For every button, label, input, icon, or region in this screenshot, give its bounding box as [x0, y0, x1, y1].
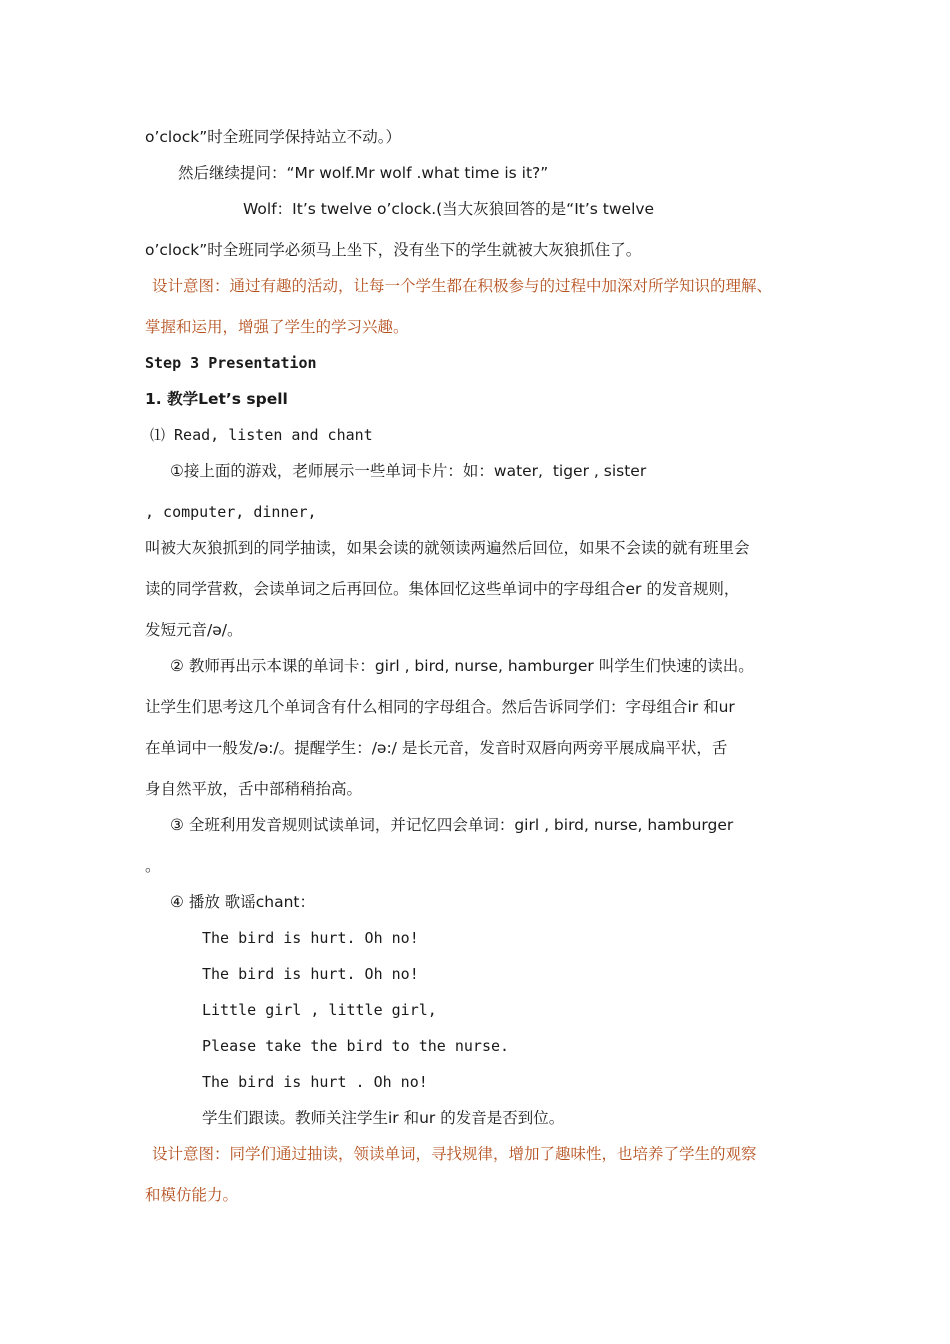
design-intent-note: 设计意图：同学们通过抽读，领读单词，寻找规律，增加了趣味性，也培养了学生的观察 — [152, 1145, 757, 1163]
text-line: 在单词中一般发/ə:/。提醒学生：/ə:/ 是长元音，发音时双唇向两旁平展成扁平状，舌 — [145, 739, 728, 757]
design-intent-note: 和模仿能力。 — [145, 1186, 239, 1204]
text-line: 发短元音/ə/。 — [145, 621, 243, 639]
design-intent-note: 设计意图：通过有趣的活动，让每一个学生都在积极参与的过程中加深对所学知识的理解、 — [152, 277, 773, 295]
text-line: , computer, dinner, — [145, 503, 317, 521]
chant-line: The bird is hurt . Oh no! — [202, 1073, 428, 1091]
text-line: 读的同学营救，会读单词之后再回位。集体回忆这些单词中的字母组合er 的发音规则， — [145, 580, 740, 598]
text-line: ⑴ Read, listen and chant — [150, 426, 373, 444]
text-line: ①接上面的游戏，老师展示一些单词卡片：如：water, tiger , sister — [170, 462, 647, 480]
section-heading: Step 3 Presentation — [145, 354, 317, 372]
text-line: 身自然平放，舌中部稍稍抬高。 — [145, 780, 363, 798]
text-line: Wolf：It’s twelve o’clock.(当大灰狼回答的是“It’s twelve — [243, 200, 655, 218]
text-line: 学生们跟读。教师关注学生ir 和ur 的发音是否到位。 — [202, 1109, 565, 1127]
chant-line: The bird is hurt. Oh no! — [202, 929, 419, 947]
text-line: 。 — [145, 857, 161, 875]
text-line: o’clock”时全班同学保持站立不动。） — [145, 128, 402, 146]
text-line: o’clock”时全班同学必须马上坐下，没有坐下的学生就被大灰狼抓住了。 — [145, 241, 642, 259]
design-intent-note: 掌握和运用，增强了学生的学习兴趣。 — [145, 318, 409, 336]
text-line: 让学生们思考这几个单词含有什么相同的字母组合。然后告诉同学们：字母组合ir 和ur — [145, 698, 735, 716]
text-line: 叫被大灰狼抓到的同学抽读，如果会读的就领读两遍然后回位，如果不会读的就有班里会 — [145, 539, 750, 557]
chant-line: The bird is hurt. Oh no! — [202, 965, 419, 983]
text-line: ② 教师再出示本课的单词卡：girl , bird, nurse, hamburger 叫学生们快速的读出。 — [170, 657, 754, 675]
text-line: 然后继续提问：“Mr wolf.Mr wolf .what time is it?” — [178, 164, 549, 182]
text-line: ④ 播放 歌谣chant： — [170, 893, 315, 911]
subsection-heading: 1. 教学Let’s spell — [145, 390, 288, 408]
text-line: ③ 全班利用发音规则试读单词，并记忆四会单词：girl , bird, nurse, hamburger — [170, 816, 734, 834]
chant-line: Please take the bird to the nurse. — [202, 1037, 510, 1055]
chant-line: Little girl , little girl, — [202, 1001, 437, 1019]
